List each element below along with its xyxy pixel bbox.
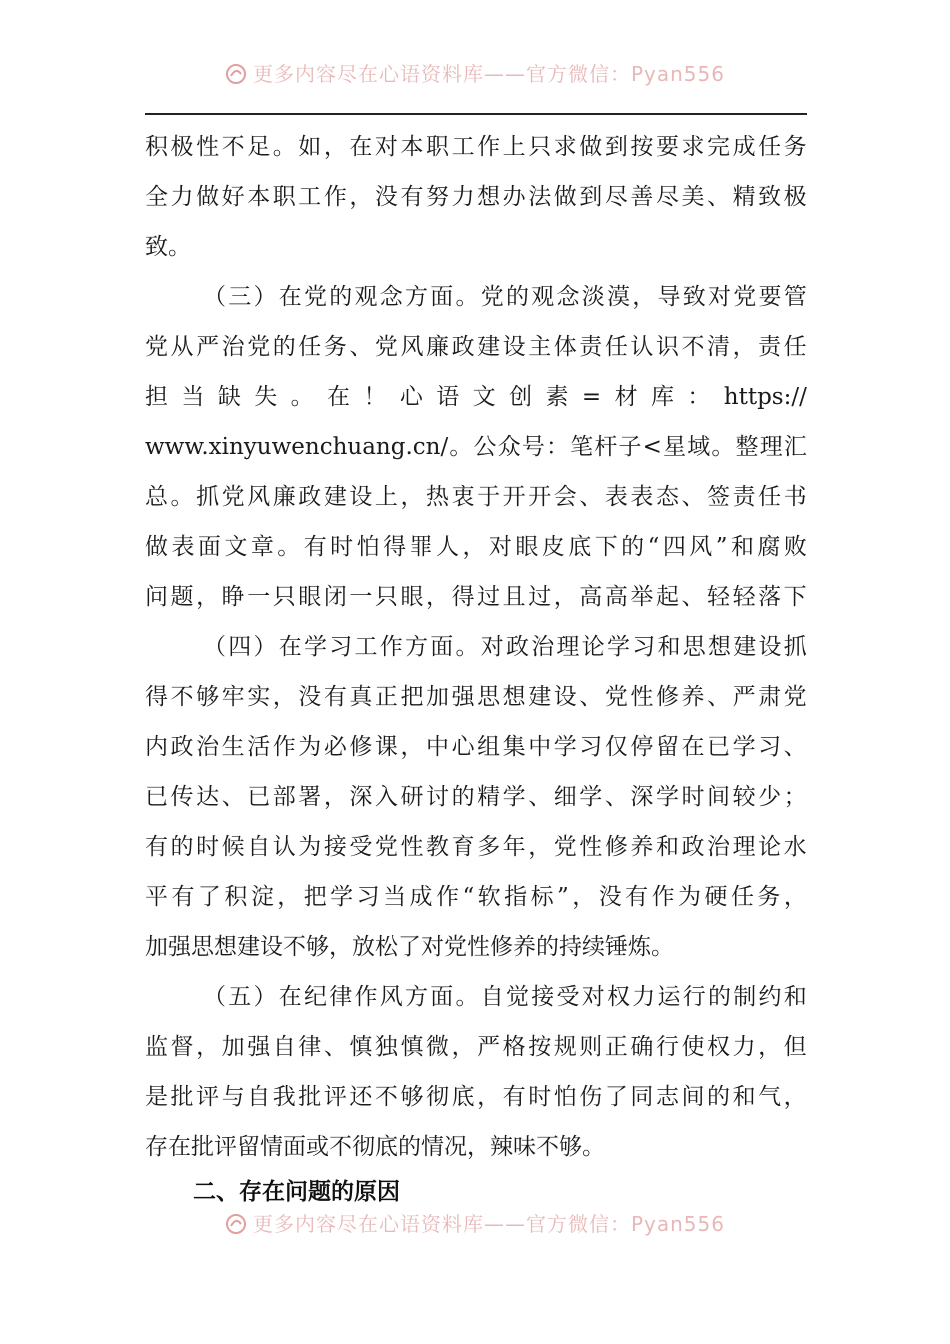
watermark-logo-icon <box>225 63 247 85</box>
text-line: 内 政 治 生 活 作 为 必 修 课 ， 中 心 组 集 中 学 习 仅 停 留 在 已 学 习 、 <box>145 734 807 760</box>
text-line: （ 五 ） 在 纪 律 作 风 方 面 。 自 觉 接 受 对 权 力 运 行 的 制 约 和 <box>203 984 807 1010</box>
text-line: 担 当 缺 失 。 在 ！ 心 语 文 创 素 = 材 库 ： https:// <box>145 384 807 410</box>
text-line: 总 。 抓 党 风 廉 政 建 设 上 ， 热 衷 于 开 开 会 、 表 表 态 、 签 责 任 书 <box>145 484 807 510</box>
text-line: www.xinyuwenchuang.cn/ 。 公 众 号 ： 笔 杆 子 < 星 域 。 整 理 汇 <box>145 434 807 460</box>
text-line: 平 有 了 积 淀 ， 把 学 习 当 成 作 “ 软 指 标 ” ， 没 有 作 为 硬 任 务 ， <box>145 884 807 910</box>
text-line: 有 的 时 候 自 认 为 接 受 党 性 教 育 多 年 ， 党 性 修 养 和 政 治 理 论 水 <box>145 834 807 860</box>
text-line: （ 四 ） 在 学 习 工 作 方 面 。 对 政 治 理 论 学 习 和 思 想 建 设 抓 <box>203 634 807 660</box>
text-line: 党 从 严 治 党 的 任 务 、 党 风 廉 政 建 设 主 体 责 任 认 识 不 清 ， 责 任 <box>145 334 807 360</box>
text-line: 是 批 评 与 自 我 批 评 还 不 够 彻 底 ， 有 时 怕 伤 了 同 志 间 的 和 气 ， <box>145 1084 807 1110</box>
text-line: 致 。 <box>145 234 191 260</box>
watermark-text: 更多内容尽在心语资料库——官方微信：Pyan556 <box>252 62 725 86</box>
document-body <box>145 122 807 1172</box>
footer-watermark <box>0 1208 950 1237</box>
text-line: 做 表 面 文 章 。 有 时 怕 得 罪 人 ， 对 眼 皮 底 下 的 “ 四 风 ” 和 腐 败 <box>145 534 807 560</box>
text-line: 积 极 性 不 足 。 如 ， 在 对 本 职 工 作 上 只 求 做 到 按 要 求 完 成 任 务 <box>145 134 807 160</box>
watermark-text: 更多内容尽在心语资料库——官方微信：Pyan556 <box>252 1212 725 1236</box>
text-line: 监 督 ， 加 强 自 律 、 慎 独 慎 微 ， 严 格 按 规 则 正 确 行 使 权 力 ， 但 <box>145 1034 807 1060</box>
text-line: 已 传 达 、 已 部 署 ， 深 入 研 讨 的 精 学 、 细 学 、 深 学 时 间 较 少 ； <box>145 784 807 810</box>
text-line: 问 题 ， 睁 一 只 眼 闭 一 只 眼 ， 得 过 且 过 ， 高 高 举 起 、 轻 轻 落 下 <box>145 584 807 610</box>
text-line: 得 不 够 牢 实 ， 没 有 真 正 把 加 强 思 想 建 设 、 党 性 修 养 、 严 肃 党 <box>145 684 807 710</box>
text-line: 存 在 批 评 留 情 面 或 不 彻 底 的 情 况 ， 辣 味 不 够 。 <box>145 1134 605 1160</box>
text-line: 加 强 思 想 建 设 不 够 ， 放 松 了 对 党 性 修 养 的 持 续 锤 炼 。 <box>145 934 674 960</box>
header-divider <box>145 113 807 115</box>
text-line: 全 力 做 好 本 职 工 作 ， 没 有 努 力 想 办 法 做 到 尽 善 尽 美 、 精 致 极 <box>145 184 807 210</box>
watermark-logo-icon <box>225 1213 247 1235</box>
section-heading: 二、存在问题的原因 <box>193 1179 400 1205</box>
text-line: （ 三 ） 在 党 的 观 念 方 面 。 党 的 观 念 淡 漠 ， 导 致 对 党 要 管 <box>203 284 807 310</box>
header-watermark <box>0 58 950 87</box>
